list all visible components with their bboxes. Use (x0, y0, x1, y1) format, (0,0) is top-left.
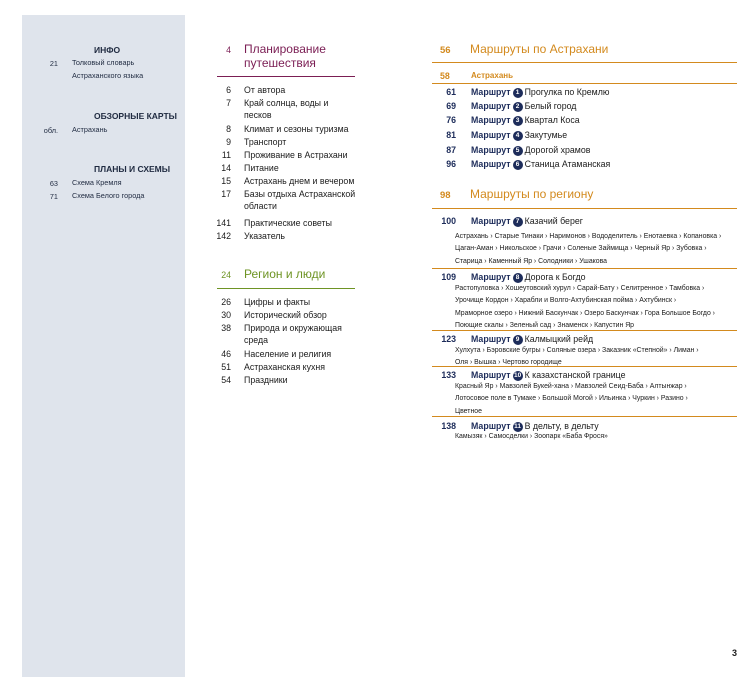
page-number: 54 (221, 375, 231, 385)
route-name: В дельту, в дельту (524, 421, 599, 431)
route-number-badge: 5 (513, 146, 523, 156)
section-page-number: 56 (440, 45, 451, 56)
place-line: Мраморное озеро › Нижний Баскунчак › Озеро Баскунчак › Гора Большое Богдо › (455, 309, 715, 317)
place-line: Старица › Каменный Яр › Солодники › Ушакова (455, 257, 608, 265)
entry-title: Астрахань (72, 125, 108, 134)
route-places (455, 231, 737, 268)
page-number: 14 (221, 163, 231, 173)
route-divider (432, 268, 737, 269)
page-number: 17 (221, 189, 231, 199)
route-name: Станица Атаманская (524, 159, 611, 169)
route-label: Маршрут (471, 159, 511, 169)
route-entry[interactable] (471, 159, 610, 170)
route-label: Маршрут (471, 145, 511, 155)
page-number: 26 (221, 297, 231, 307)
place-line: Лотосовое поле в Тумаке › Большой Могой › Ильинка › Чуркин › Разино › (455, 395, 688, 403)
page-number: 76 (446, 115, 456, 125)
toc-entry[interactable]: Цифры и факты (244, 297, 311, 307)
page-number: 8 (226, 124, 231, 134)
page-number: обл. (43, 126, 58, 135)
entry-title: Схема Кремля (72, 178, 122, 187)
page-number: 100 (441, 216, 456, 226)
route-name: Закутумье (524, 130, 568, 140)
route-places (455, 283, 737, 332)
toc-entry[interactable]: Население и религия (244, 349, 332, 359)
route-number-badge: 8 (513, 273, 523, 283)
route-divider (432, 330, 737, 331)
place-line: Цаган-Аман › Никольское › Грачи › Соленые Займища › Черный Яр › Зубовка › (455, 245, 707, 253)
sidebar (22, 15, 185, 677)
route-places (455, 381, 737, 418)
entry-title: Схема Белого города (72, 191, 145, 200)
toc-entry[interactable]: Праздники (244, 375, 288, 385)
section-page-number: 4 (226, 45, 231, 55)
sidebar-heading-info: ИНФО (94, 45, 121, 55)
section-rule (432, 62, 737, 63)
page-number: 61 (446, 87, 456, 97)
route-entry[interactable] (471, 145, 590, 156)
section-rule (217, 288, 355, 289)
route-entry[interactable] (471, 216, 583, 227)
page-number: 11 (221, 150, 231, 160)
route-label: Маршрут (471, 421, 511, 431)
page-number: 30 (221, 310, 231, 320)
page-number: 87 (446, 145, 456, 155)
page-number: 9 (226, 137, 231, 147)
section-title-city-routes[interactable]: Маршруты по Астрахани (470, 42, 609, 56)
route-entry[interactable] (471, 115, 580, 126)
route-entry[interactable] (471, 272, 586, 283)
route-number-badge: 4 (513, 131, 523, 141)
toc-entry[interactable]: Астрахань днем и вечером (244, 176, 355, 186)
subsection-title[interactable]: Астрахань (471, 71, 514, 80)
place-line: Урочище Кордон › Харабли и Волго-Ахтубинская пойма › Ахтубинск › (455, 297, 677, 305)
toc-entry[interactable]: Астраханская кухня (244, 362, 326, 372)
route-label: Маршрут (471, 370, 511, 380)
page-number: 138 (441, 421, 456, 431)
page-number: 38 (221, 323, 231, 333)
page-number: 51 (221, 362, 231, 372)
route-entry[interactable] (471, 101, 576, 112)
route-label: Маршрут (471, 130, 511, 140)
route-name: К казахстанской границе (524, 370, 626, 380)
page-number: 21 (49, 59, 58, 68)
route-label: Маршрут (471, 115, 511, 125)
route-number-badge: 3 (513, 116, 523, 126)
entry-title: Толковый словарь Астраханского языка (72, 58, 144, 80)
route-name: Белый город (524, 101, 577, 111)
toc-entry[interactable]: Транспорт (244, 137, 287, 147)
route-name: Калмыцкий рейд (524, 334, 594, 344)
section-title-region[interactable]: Регион и люди (244, 267, 326, 281)
page-number: 96 (446, 159, 456, 169)
route-entry[interactable] (471, 370, 626, 381)
route-label: Маршрут (471, 216, 511, 226)
page-number: 81 (446, 130, 456, 140)
sidebar-heading-plans: ПЛАНЫ И СХЕМЫ (94, 164, 171, 174)
section-page-number: 24 (221, 270, 231, 280)
route-label: Маршрут (471, 272, 511, 282)
page-number: 142 (216, 231, 231, 241)
page-number: 109 (441, 272, 456, 282)
page-number-footer: 3 (732, 648, 738, 658)
place-line: Красный Яр › Мавзолей Букей-хана › Мавзолей Сеид-Баба › Алтынжар › (455, 383, 687, 390)
section-page-number: 98 (440, 190, 451, 201)
route-name: Прогулка по Кремлю (524, 87, 610, 97)
route-label: Маршрут (471, 101, 511, 111)
page-number: 46 (221, 349, 231, 359)
section-rule (432, 208, 737, 209)
route-name: Казачий берег (524, 216, 583, 226)
toc-entry[interactable]: Край солнца, воды и песков (244, 98, 329, 121)
place-line: Поющие скалы › Зеленый сад › Знаменск › Капустин Яр (455, 321, 635, 329)
route-entry[interactable] (471, 87, 609, 98)
page-number: 7 (226, 98, 231, 108)
page-number: 133 (441, 370, 456, 380)
route-divider (432, 416, 737, 417)
toc-entry[interactable]: Природа и окружающая среда (244, 323, 342, 346)
section-title-planning[interactable]: Планирование путешествия (244, 42, 326, 70)
place-line: Цветное (455, 407, 482, 415)
route-label: Маршрут (471, 87, 511, 97)
place-line: Растопуловка › Хошеутовский хурул › Сарай-Бату › Селитренное › Тамбовка › (455, 285, 705, 292)
route-name: Квартал Коса (524, 115, 580, 125)
toc-entry[interactable]: Проживание в Астрахани (244, 150, 348, 160)
route-number-badge: 10 (513, 371, 522, 379)
toc-entry[interactable]: Базы отдыха Астраханской области (244, 189, 356, 212)
place-line: Астрахань › Старые Тинаки › Наримонов › Вододелитель › Енотаевка › Копановка › (455, 233, 722, 240)
section-title-region-routes[interactable]: Маршруты по региону (470, 187, 594, 201)
subsection-page-number: 58 (440, 71, 450, 81)
route-number-badge: 7 (513, 217, 523, 227)
place-line: Хулхута › Бэровские бугры › Соляные озера › Заказник «Степной» › Лиман › (455, 347, 699, 354)
page-number: 71 (49, 192, 58, 201)
route-label: Маршрут (471, 334, 511, 344)
place-line: Оля › Вышка › Чертово городище (455, 359, 562, 367)
page-number: 123 (441, 334, 456, 344)
route-number-badge: 2 (513, 102, 523, 112)
subsection-rule (432, 83, 737, 84)
page-number: 69 (446, 101, 456, 111)
toc-entry[interactable]: Практические советы (244, 218, 332, 228)
toc-entry[interactable]: От автора (244, 85, 286, 95)
toc-entry[interactable]: Климат и сезоны туризма (244, 124, 349, 134)
route-name: Дорогой храмов (524, 145, 591, 155)
page-number: 6 (226, 85, 231, 95)
route-places (455, 431, 737, 443)
section-rule (217, 76, 355, 77)
route-name: Дорога к Богдо (524, 272, 586, 282)
page-number: 141 (216, 218, 231, 228)
route-entry[interactable] (471, 130, 567, 141)
page-number: 63 (49, 179, 58, 188)
toc-entry[interactable]: Питание (244, 163, 279, 173)
route-number-badge: 9 (513, 335, 523, 345)
route-number-badge: 1 (513, 88, 523, 98)
route-divider (432, 366, 737, 367)
route-number-badge: 11 (514, 422, 522, 430)
place-line: Камызяк › Самосделки › Зоопарк «Баба Фрося» (455, 433, 608, 440)
toc-entry[interactable]: Исторический обзор (244, 310, 327, 320)
page-number: 15 (221, 176, 231, 186)
route-number-badge: 6 (513, 160, 523, 170)
toc-entry[interactable]: Указатель (244, 231, 286, 241)
route-entry[interactable] (471, 334, 593, 345)
sidebar-heading-maps: ОБЗОРНЫЕ КАРТЫ (94, 111, 177, 121)
